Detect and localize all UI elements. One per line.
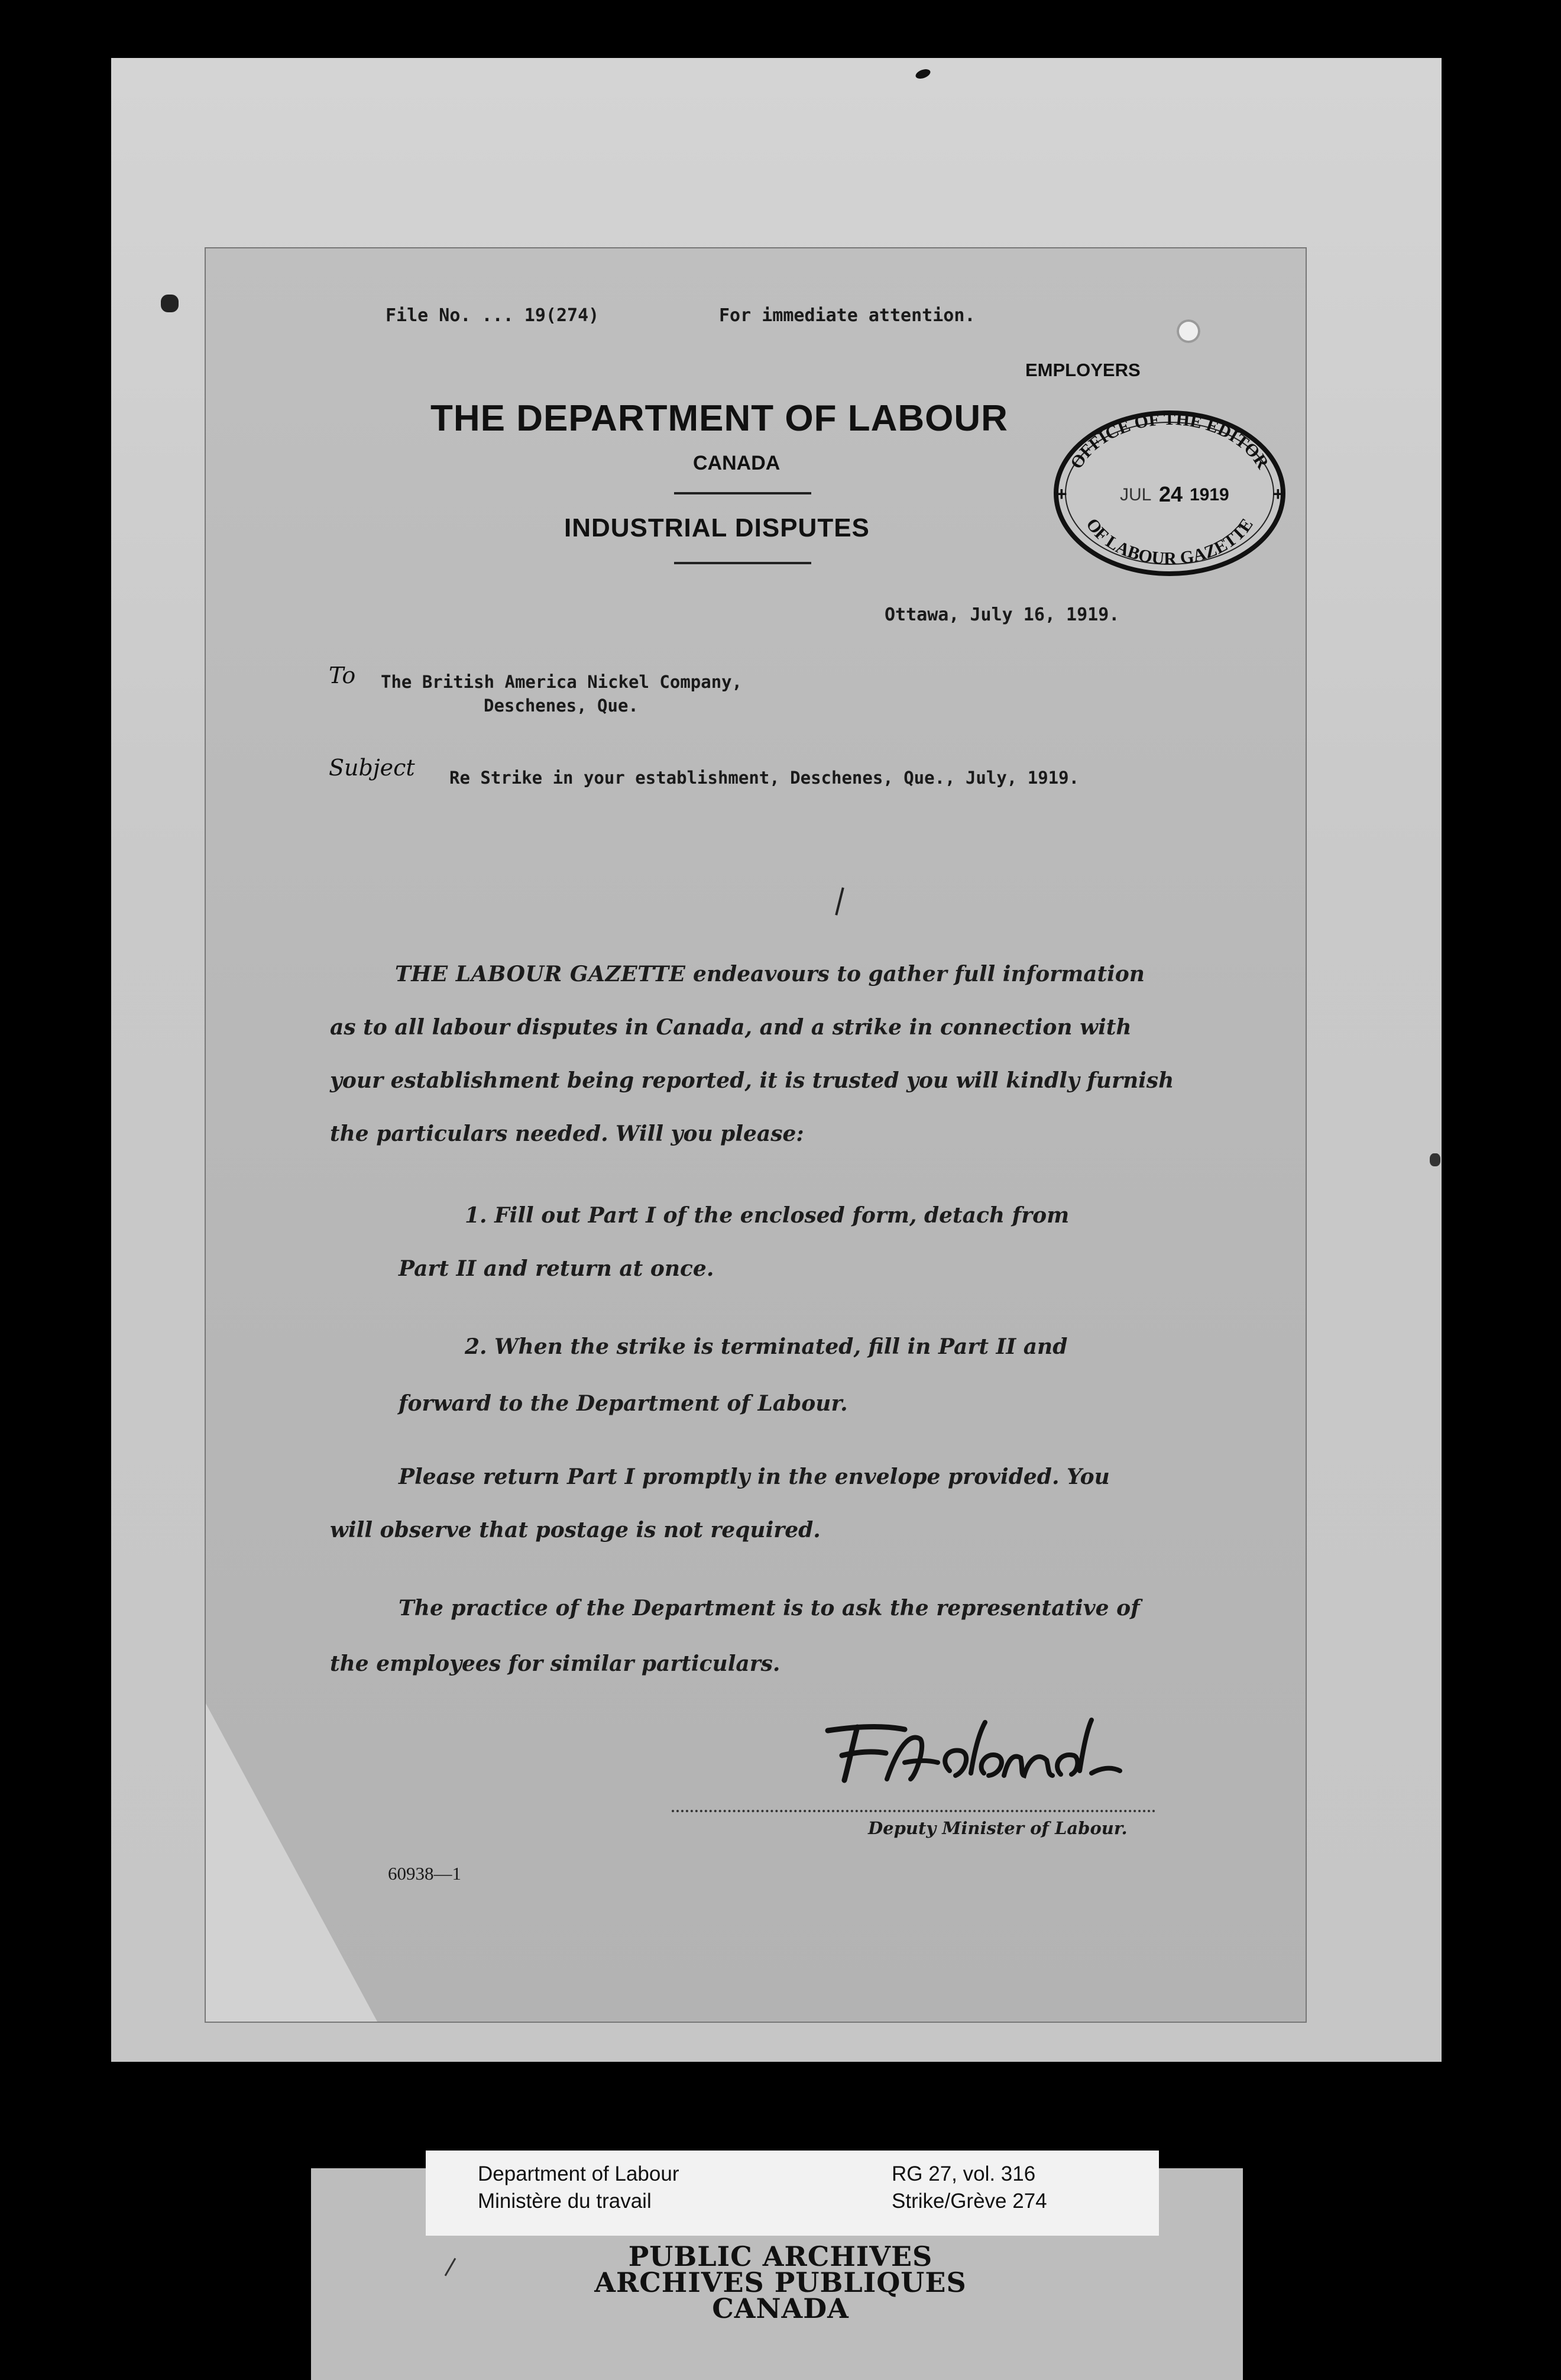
- signature-line: [672, 1810, 1155, 1812]
- dust-speck: [1430, 1153, 1440, 1166]
- subject-label: Subject: [329, 755, 415, 781]
- body-paragraph-line: the employees for similar particulars.: [330, 1651, 780, 1676]
- urgency-note: For immediate attention.: [719, 305, 976, 326]
- body-paragraph-line: as to all labour disputes in Canada, and a strike in connection with: [330, 1015, 1132, 1040]
- instruction-item: 1. Fill out Part I of the enclosed form, detach from: [465, 1203, 1070, 1228]
- to-label: To: [329, 662, 356, 688]
- stamp-year: 1919: [1190, 485, 1229, 505]
- form-number: 60938—1: [388, 1863, 461, 1884]
- instruction-item: Part II and return at once.: [399, 1256, 714, 1281]
- body-paragraph-line: [395, 962, 1145, 987]
- received-stamp: [1050, 406, 1289, 577]
- body-paragraph-line: your establishment being reported, it is trusted you will kindly furnish: [330, 1068, 1174, 1093]
- torn-corner: [206, 1703, 377, 2022]
- archive-department-en: Department of Labour: [478, 2162, 679, 2185]
- dust-speck: [161, 295, 179, 312]
- archive-country: CANADA: [712, 2292, 849, 2324]
- recipient-category: EMPLOYERS: [1025, 360, 1141, 380]
- file-number: File No. ... 19(274): [386, 305, 600, 326]
- signatory-title: Deputy Minister of Labour.: [868, 1818, 1128, 1838]
- subject-text: Re Strike in your establishment, Deschenes, Que., July, 1919.: [449, 768, 1080, 788]
- heading-rule: [674, 492, 811, 494]
- archive-name-fr: ARCHIVES PUBLIQUES: [594, 2266, 967, 2298]
- punch-hole: [1177, 319, 1200, 343]
- body-paragraph-line: Please return Part I promptly in the envelope provided. You: [399, 1464, 1110, 1489]
- department-heading: THE DEPARTMENT OF LABOUR: [430, 398, 1008, 439]
- recipient-name: The British America Nickel Company,: [381, 672, 743, 692]
- archive-department-fr: Ministère du travail: [478, 2190, 652, 2213]
- instruction-item: 2. When the strike is terminated, fill in Part II and: [465, 1334, 1068, 1359]
- section-heading: INDUSTRIAL DISPUTES: [564, 513, 870, 542]
- instruction-item: forward to the Department of Labour.: [399, 1391, 848, 1416]
- country-heading: CANADA: [693, 452, 780, 474]
- stamp-star-right: +: [1272, 483, 1284, 505]
- gazette-title: THE LABOUR GAZETTE: [395, 962, 686, 987]
- archive-record-group: RG 27, vol. 316: [892, 2162, 1036, 2185]
- archive-name-en: PUBLIC ARCHIVES: [628, 2240, 933, 2272]
- body-paragraph-line: The practice of the Department is to ask the representative of: [399, 1596, 1140, 1621]
- stamp-month: JUL: [1120, 485, 1152, 505]
- archive-strike-number: Strike/Grève 274: [892, 2190, 1047, 2213]
- recipient-location: Deschenes, Que.: [484, 696, 639, 716]
- stamp-ring-top: OFFICE OF THE EDITOR: [1066, 409, 1273, 473]
- body-text-span: endeavours to gather full information: [685, 962, 1145, 987]
- stamp-star-left: +: [1056, 483, 1067, 505]
- stamp-ring-bottom: OF LABOUR GAZETTE: [1082, 515, 1257, 569]
- heading-rule: [674, 562, 811, 564]
- body-paragraph-line: will observe that postage is not required.: [330, 1518, 821, 1543]
- signature: [816, 1709, 1135, 1798]
- letter-date: Ottawa, July 16, 1919.: [885, 604, 1120, 625]
- stamp-day: 24: [1159, 482, 1183, 506]
- body-paragraph-line: the particulars needed. Will you please:: [330, 1121, 804, 1146]
